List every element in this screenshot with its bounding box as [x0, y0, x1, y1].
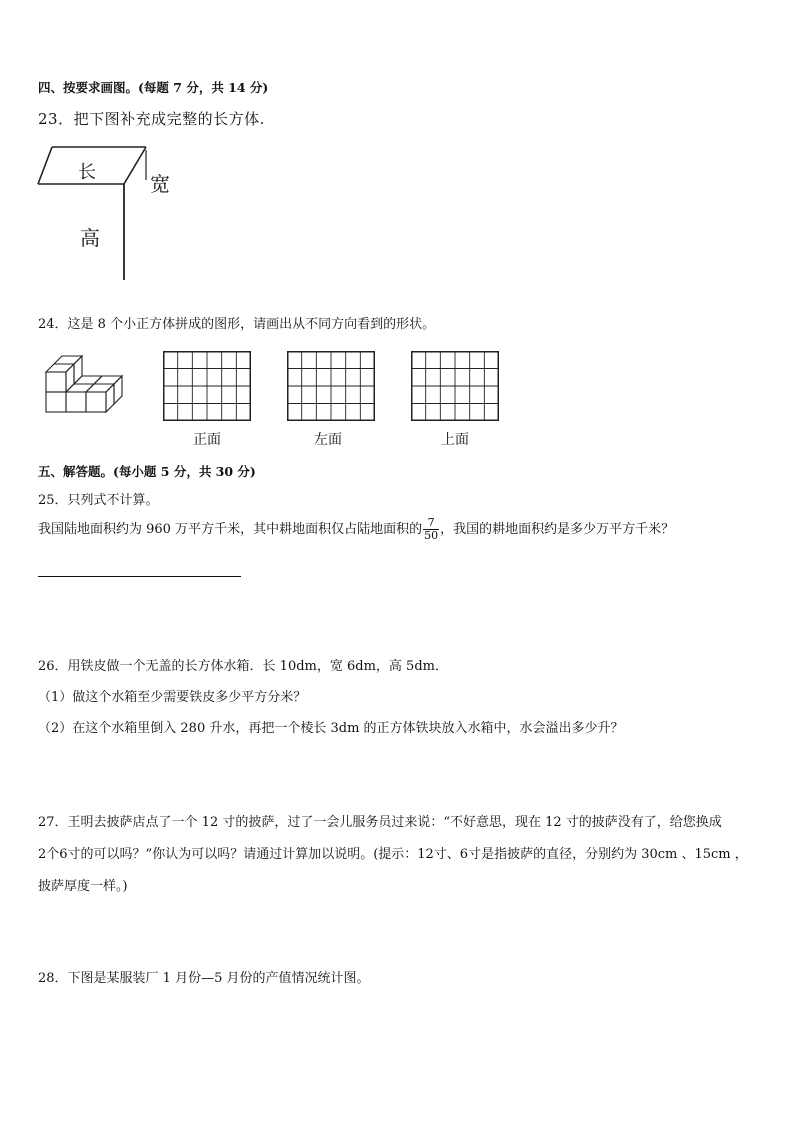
question-24-text: 24．这是 8 个小正方体拼成的图形，请画出从不同方向看到的形状。 — [38, 317, 436, 332]
section-5-heading: 五、解答题。(每小题 5 分，共 30 分) — [38, 464, 256, 479]
left-view-drawing-grid — [287, 351, 375, 421]
question-26-sub2: （2）在这个水箱里倒入 280 升水，再把一个棱长 3dm 的正方体铁块放入水箱中，水会溢出多少升？ — [38, 721, 624, 736]
fraction-7-50 — [423, 517, 439, 542]
cube-arrangement-figure — [42, 350, 132, 419]
label-length: 长 — [78, 162, 96, 183]
view-label-left: 左面 — [314, 432, 342, 448]
section-4-heading: 四、按要求画图。(每题 7 分，共 14 分) — [38, 80, 269, 95]
question-27-line3: 披萨厚度一样。) — [38, 879, 128, 894]
grid-left-view[interactable] — [287, 351, 375, 425]
view-label-front: 正面 — [193, 432, 221, 448]
view-label-top: 上面 — [441, 432, 469, 448]
question-25-text-after: ，我国的耕地面积约是多少万平方千米？ — [440, 522, 675, 537]
fraction-numerator: 7 — [423, 517, 439, 530]
question-25-title: 25．只列式不计算。 — [38, 493, 159, 508]
front-view-drawing-grid — [163, 351, 251, 421]
label-height: 高 — [80, 226, 100, 250]
top-view-drawing-grid — [411, 351, 499, 421]
grid-top-view[interactable] — [411, 351, 499, 425]
question-28-text: 28．下图是某服装厂 1 月份—5 月份的产值情况统计图。 — [38, 971, 370, 986]
cubes-3d-drawing — [42, 350, 132, 415]
question-25-text-before: 我国陆地面积约为 960 万平方千米，其中耕地面积仅占陆地面积的 — [38, 522, 423, 537]
grid-front-view[interactable] — [163, 351, 251, 425]
question-26-title: 26．用铁皮做一个无盖的长方体水箱．长 10dm，宽 6dm，高 5dm． — [38, 659, 448, 674]
cuboid-partial-drawing — [34, 140, 194, 285]
question-27-line1: 27．王明去披萨店点了一个 12 寸的披萨，过了一会儿服务员过来说：“不好意思，现在 12 寸的披萨没有了，给您换成 — [38, 815, 722, 830]
label-width: 宽 — [150, 172, 170, 196]
fraction-denominator: 50 — [424, 529, 439, 542]
question-25-text — [38, 517, 674, 542]
question-23-text: 23．把下图补充成完整的长方体. — [38, 110, 265, 128]
question-26-sub1: （1）做这个水箱至少需要铁皮多少平方分米？ — [38, 690, 307, 705]
question-27-line2: 2个6寸的可以吗？”你认为可以吗？请通过计算加以说明。(提示：12寸、6寸是指披萨的直径，分别约为 30cm 、15cm ， — [38, 847, 748, 862]
answer-line-25[interactable] — [38, 576, 241, 577]
question-23-figure — [34, 140, 194, 285]
